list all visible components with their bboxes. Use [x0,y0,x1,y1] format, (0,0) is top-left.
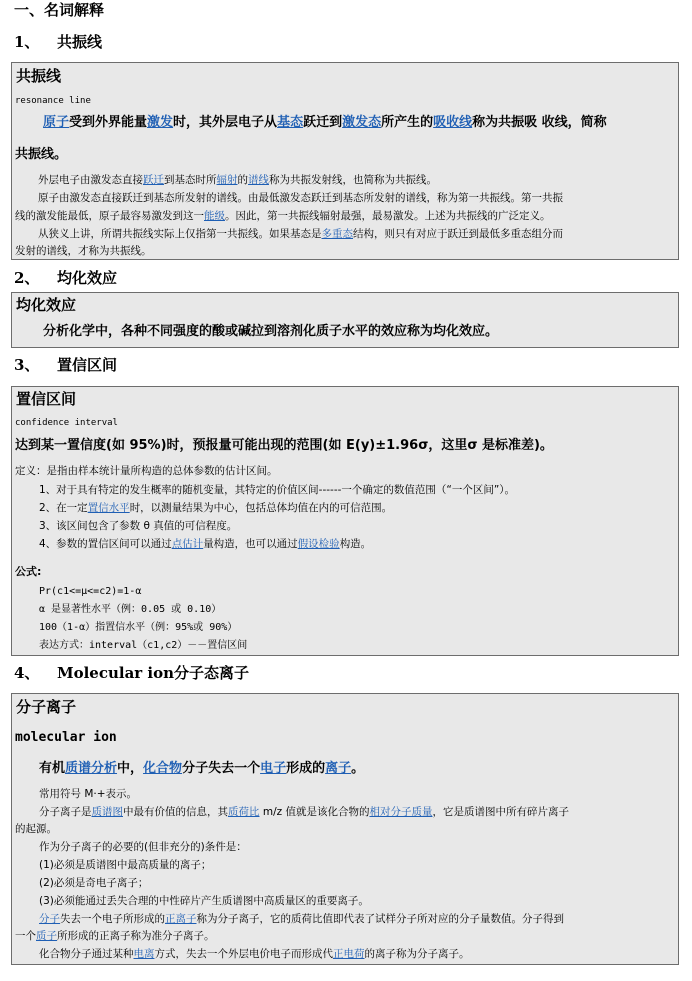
s1-p1: 外层电子由激发态直接跃迁到基态时所辐射的谱线称为共振发射线，也简称为共振线。 [38,174,437,186]
link-multiplet[interactable]: 多重态 [321,228,353,240]
s3-box [11,386,679,656]
link-mass-spec[interactable]: 质谱分析 [65,761,118,776]
s4-en: molecular ion [15,730,117,745]
link-ion[interactable]: 离子 [325,761,352,776]
s3-def: 定义：是指由样本统计量所构造的总体参数的估计区间。 [15,465,278,477]
link-energy-level[interactable]: 能级 [204,210,225,222]
s3-box-title: 置信区间 [16,390,77,408]
s2-box-title: 均化效应 [16,296,77,314]
s3-item-3: 3、该区间包含了参数 θ 真值的可信程度。 [39,520,238,532]
link-spectral-line[interactable]: 谱线 [248,174,269,186]
s1-num: 1、 [14,33,40,51]
link-point-estimate[interactable]: 点估计 [171,538,204,550]
link-electron[interactable]: 电子 [260,761,287,776]
link-ground-state[interactable]: 基态 [277,115,304,130]
s2-num: 2、 [14,269,40,287]
link-mass-spectrum[interactable]: 质谱图 [91,806,123,818]
link-excitation[interactable]: 激发 [147,115,174,130]
s4-p7a: 分子失去一个电子所形成的正离子称为分子离子，它的质荷比值即代表了试样分子所对应的分子量数值。分子得到 [39,913,564,925]
s3-en: confidence interval [15,418,118,428]
s4-box [11,693,679,965]
s4-p6: (3)必须能通过丢失合理的中性碎片产生质谱图中高质量区的重要离子。 [39,895,369,907]
s1-en: resonance line [15,96,91,106]
s1-lead2: 共振线。 [15,147,68,162]
s4-p4: (1)必须是质谱图中最高质量的离子； [39,859,212,871]
link-ionization[interactable]: 电离 [133,948,155,960]
link-mass-charge-ratio[interactable]: 质荷比 [228,806,260,818]
s3-formula-4: 表达方式：interval（c1,c2）－－置信区间 [39,640,248,651]
s4-p7b: 一个质子所形成的正离子称为准分子离子。 [15,930,215,942]
s2-title: 均化效应 [57,269,118,287]
s1-p2b: 线的激发能最低，原子最容易激发到这一能级。因此，第一共振线辐射最强，最易激发。上述为共振线的广泛定义。 [15,210,551,222]
s4-num: 4、 [14,664,40,682]
s3-formula-3: 100（1-α）指置信水平（例：95%或 90%） [39,622,238,633]
s4-p2b: 的起源。 [15,823,57,835]
s4-heading [14,663,249,683]
section-heading: 一、名词解释 [14,1,105,19]
s1-title: 共振线 [57,33,103,51]
s3-formula-1: Pr(c1<=μ<=c2)=1-α [39,586,142,597]
link-absorption-line[interactable]: 吸收线 [433,115,473,130]
s4-lead: 有机质谱分析中，化合物分子失去一个电子形成的离子。 [39,761,365,776]
s3-heading [14,355,117,375]
s4-p8: 化合物分子通过某种电离方式，失去一个外层电价电子而形成代正电荷的离子称为分子离子。 [39,948,470,960]
link-confidence-level[interactable]: 置信水平 [87,502,130,514]
link-cation[interactable]: 正离子 [165,913,197,925]
link-proton[interactable]: 质子 [36,930,57,942]
s1-box-title: 共振线 [16,67,62,85]
link-radiation[interactable]: 辐射 [216,174,238,186]
s1-heading [14,32,102,52]
s3-item-1: 1、对于具有特定的发生概率的随机变量，其特定的价值区间------一个确定的数值范围（“一个区间”）。 [39,484,516,496]
s3-item-2: 2、在一定置信水平时，以测量结果为中心，包括总体均值在内的可信范围。 [39,502,393,514]
s2-box [11,292,679,348]
s4-p1: 常用符号 M·+表示。 [39,788,138,800]
s1-box [11,62,679,260]
s4-p2a: 分子离子是质谱图中最有价值的信息，其质荷比 m/z 值就是该化合物的相对分子质量，它是质谱图中所有碎片离子 [39,806,569,818]
link-hypothesis-test[interactable]: 假设检验 [297,538,340,550]
s2-heading [14,268,117,288]
s1-p2a: 原子由激发态直接跃迁到基态所发射的谱线。由最低激发态跃迁到基态所发射的谱线，称为第一共振线。第一共振 [38,192,563,204]
s1-p3b: 发射的谱线，才称为共振线。 [15,245,152,257]
s4-title: Molecular ion分子态离子 [57,664,250,682]
s3-num: 3、 [14,356,40,374]
link-excited-state[interactable]: 激发态 [342,115,382,130]
s3-lead: 达到某一置信度(如 95%)时，预报量可能出现的范围(如 E(y)±1.96σ，这里σ 是标准差)。 [15,438,553,453]
s4-box-title: 分子离子 [16,698,77,716]
link-compound[interactable]: 化合物 [143,761,183,776]
link-transition[interactable]: 跃迁 [143,174,164,186]
s1-lead: 原子受到外界能量激发时，其外层电子从基态跃迁到激发态所产生的吸收线称为共振吸 收线，简称 [43,115,607,130]
s3-formula-2: α 是显著性水平（例：0.05 或 0.10） [39,604,222,615]
s4-p3: 作为分子离子的必要的(但非充分的)条件是： [39,841,247,853]
s3-title: 置信区间 [57,356,118,374]
s2-lead: 分析化学中，各种不同强度的酸或碱拉到溶剂化质子水平的效应称为均化效应。 [43,324,499,339]
link-atom[interactable]: 原子 [43,115,70,130]
link-positive-charge[interactable]: 正电荷 [333,948,365,960]
s4-p5: (2)必须是奇电子离子； [39,877,149,889]
link-molecule[interactable]: 分子 [39,913,60,925]
s3-formula-label: 公式: [15,565,42,578]
s3-item-4: 4、参数的置信区间可以通过点估计量构造，也可以通过假设检验构造。 [39,538,372,550]
link-relative-molecular-mass[interactable]: 相对分子质量 [369,806,433,818]
s1-p3a: 从狭义上讲，所谓共振线实际上仅指第一共振线。如果基态是多重态结构，则只有对应于跃迁到最低多重态组分而 [38,228,563,240]
